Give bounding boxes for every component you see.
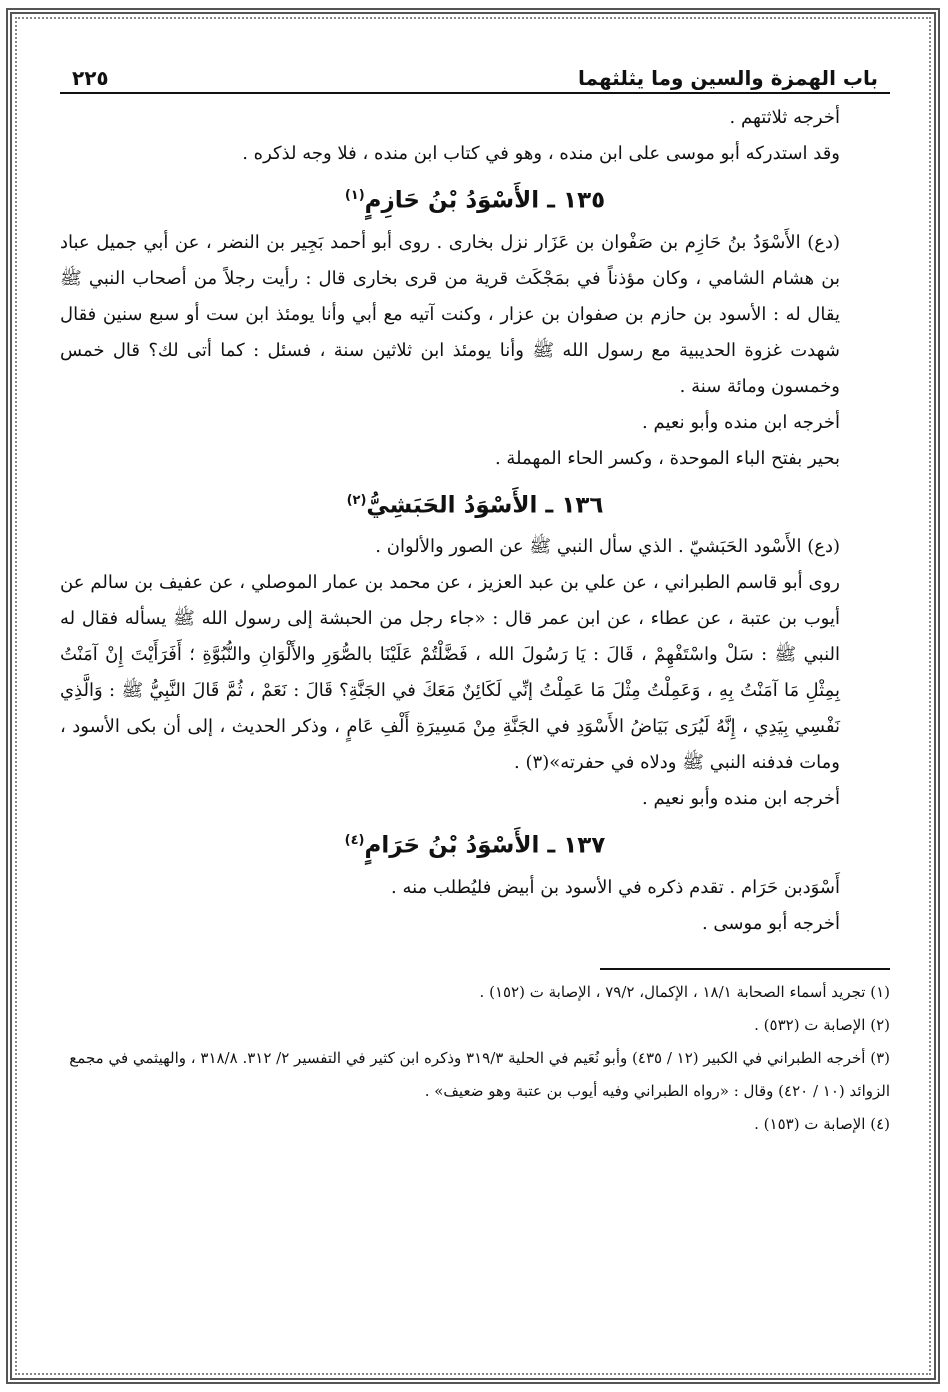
entry-136-hadith: روى أبو قاسم الطبراني ، عن علي بن عبد العزيز ، عن محمد بن عمار الموصلي ، عن عفيف بن سالم عن أيوب بن عتبة ، عن عطاء ، عن ابن عمر قال : «جاء رجل من الحبشة إلى رسول الله ﷺ يسأله فقال له النبي ﷺ : سَلْ واسْتَفْهِمْ ، قَالَ : يَا رَسُولَ الله ، فَضَّلْتُمْ عَلَيْنَا بالصُّوَرِ والأَلْوَانِ والنُّبُوَّةِ ؛ أَفَرَأَيْتَ إِنْ آمَنْتُ بِمِثْلِ مَا آمَنْتُ بِهِ ، وَعَمِلْتُ مِثْلَ مَا عَمِلْتُ إنِّي لَكَائِنٌ مَعَكَ في الجَنَّةِ؟ قَالَ : نَعَمْ ، ثُمَّ قَالَ النَّبِيُّ ﷺ : وَالَّذِي نَفْسِي بِيَدِي ، إِنَّهُ لَيُرَى بَيَاضُ الأَسْوَدِ في الجَنَّةِ مِنْ مَسِيرَةِ أَلْفِ عَامٍ ، وذكر الحديث ، إلى أن بكى الأسود ، ومات فدفنه النبي ﷺ ودلاه في حفرته»(٣) . (60, 572, 840, 774)
entry-137-text: أَسْوَدبن حَرَام . تقدم ذكره في الأسود بن أبيض فليُطلب منه . (391, 876, 840, 898)
entry-heading-137: ١٣٧ ـ الأَسْوَدُ بْنُ حَرَامٍ$^{(٤)}$ (344, 832, 606, 859)
entry-heading-136: ١٣٦ ـ الأَسْوَدُ الحَبَشِيُّ$^{(٢)}$ (346, 492, 604, 519)
intro-line-2: وقد استدركه أبو موسى على ابن منده ، وهو في كتاب ابن منده ، فلا وجه لذكره . (242, 143, 840, 164)
chapter-title: باب الهمزة والسين وما يثلثهما (578, 66, 878, 90)
footnote-3: (٣) أخرجه الطبراني في الكبير (١٢ / ٤٣٥) وأبو نُعَيم في الحلية ٣١٩/٣ وذكره ابن كثير في التفسير ٢/ ٣١٢. ٣١٨/٨ ، والهيثمي في مجمع الزوائد (١٠ / ٤٢٠) وقال : «رواه الطبراني وفيه أيوب بن عتبة وهو ضعيف» . (69, 1048, 890, 1100)
entry-135-note: بحير بفتح الباء الموحدة ، وكسر الحاء المهملة . (494, 447, 840, 469)
footnotes-divider (600, 968, 890, 970)
footnote-4: (٤) الإصابة ت (١٥٣) . (754, 1114, 890, 1133)
entry-135-source: أخرجه ابن منده وأبو نعيم . (642, 411, 840, 433)
footnote-ref: (١) (344, 188, 365, 203)
running-header (60, 52, 890, 94)
footnote-ref: (٤) (344, 833, 365, 849)
page-number: ٢٢٥ (72, 66, 109, 90)
page-content (60, 52, 890, 1342)
entry-136-intro: (دع) الأَسْود الحَبَشيّ . الذي سأل النبي ﷺ عن الصور والألوان . (375, 536, 840, 558)
intro-line-1: أخرجه ثلاثتهم . (729, 107, 840, 128)
footnote-2: (٢) الإصابة ت (٥٣٢) . (754, 1015, 890, 1034)
entry-heading-135: ١٣٥ ـ الأَسْوَدُ بْنُ حَازِمٍ$^{(١)}$ (344, 187, 606, 214)
footnote-1: (١) تجريد أسماء الصحابة ١٨/١ ، الإكمال، ٧٩/٢ ، الإصابة ت (١٥٢) . (479, 982, 890, 1001)
entry-135-text: (دع) الأَسْوَدُ بنُ حَازِم بن صَفْوان بن عَزَار نزل بخارى . روى أبو أحمد بَجِير بن النضر ، عن أبي جميل عباد بن هشام الشامي ، وكان مؤذناً في بمَجْكَث قرية من قرى بخارى قال : رأيت رجلاً من أصحاب النبي ﷺ يقال له : الأسود بن حازم بن صفوان بن عزار ، وكنت آتيه مع أبي وأنا يومئذ ابن ست أو سبع سنين فقال شهدت غزوة الحديبية مع رسول الله ﷺ وأنا يومئذ ابن ثلاثين سنة ، فسئل : كما أتى لك؟ قال خمس وخمسون ومائة سنة . (60, 231, 840, 397)
footnotes (60, 976, 890, 1141)
footnote-ref: (٢) (346, 492, 367, 508)
entry-136-source: أخرجه ابن منده وأبو نعيم . (642, 788, 840, 810)
entry-137-source: أخرجه أبو موسى . (701, 912, 840, 934)
